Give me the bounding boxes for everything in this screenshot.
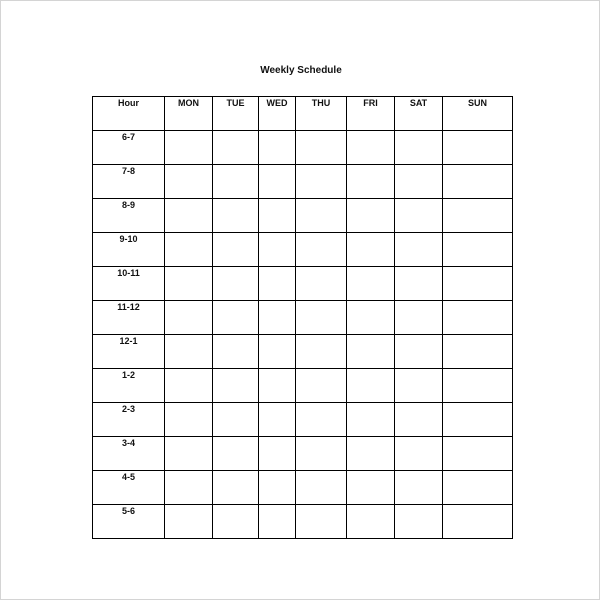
schedule-cell-wed [259, 403, 296, 437]
schedule-cell-sat [395, 403, 443, 437]
hour-label: 7-8 [93, 165, 165, 199]
schedule-cell-thu [296, 403, 347, 437]
schedule-cell-tue [213, 369, 259, 403]
schedule-cell-sun [443, 131, 513, 165]
schedule-cell-sun [443, 233, 513, 267]
day-header-mon: MON [165, 97, 213, 131]
schedule-cell-mon [165, 199, 213, 233]
schedule-cell-fri [347, 335, 395, 369]
schedule-cell-sat [395, 301, 443, 335]
schedule-cell-mon [165, 335, 213, 369]
schedule-cell-sun [443, 505, 513, 539]
schedule-cell-fri [347, 267, 395, 301]
schedule-cell-sat [395, 267, 443, 301]
schedule-cell-mon [165, 301, 213, 335]
schedule-cell-tue [213, 403, 259, 437]
hour-label: 1-2 [93, 369, 165, 403]
schedule-cell-sat [395, 505, 443, 539]
hour-label: 10-11 [93, 267, 165, 301]
table-row [93, 165, 513, 199]
schedule-cell-wed [259, 369, 296, 403]
schedule-cell-fri [347, 471, 395, 505]
schedule-cell-sun [443, 267, 513, 301]
schedule-cell-fri [347, 369, 395, 403]
schedule-cell-mon [165, 165, 213, 199]
schedule-cell-sun [443, 335, 513, 369]
schedule-cell-thu [296, 233, 347, 267]
schedule-cell-mon [165, 267, 213, 301]
schedule-cell-wed [259, 335, 296, 369]
schedule-cell-mon [165, 403, 213, 437]
schedule-cell-thu [296, 335, 347, 369]
schedule-cell-sat [395, 369, 443, 403]
schedule-cell-sun [443, 471, 513, 505]
hour-column-header: Hour [93, 97, 165, 131]
schedule-cell-mon [165, 369, 213, 403]
schedule-table [92, 96, 513, 539]
schedule-cell-fri [347, 233, 395, 267]
table-row [93, 437, 513, 471]
day-header-sat: SAT [395, 97, 443, 131]
schedule-cell-sat [395, 437, 443, 471]
schedule-cell-tue [213, 505, 259, 539]
schedule-cell-mon [165, 437, 213, 471]
schedule-cell-tue [213, 335, 259, 369]
schedule-cell-thu [296, 267, 347, 301]
day-header-sun: SUN [443, 97, 513, 131]
header-row [93, 97, 513, 131]
schedule-cell-fri [347, 437, 395, 471]
hour-label: 9-10 [93, 233, 165, 267]
schedule-cell-thu [296, 199, 347, 233]
schedule-cell-sun [443, 403, 513, 437]
day-header-wed: WED [259, 97, 296, 131]
schedule-cell-wed [259, 301, 296, 335]
schedule-cell-thu [296, 369, 347, 403]
schedule-cell-wed [259, 165, 296, 199]
page-title: Weekly Schedule [260, 65, 342, 76]
schedule-cell-sat [395, 233, 443, 267]
schedule-cell-sun [443, 301, 513, 335]
day-header-fri: FRI [347, 97, 395, 131]
hour-label: 5-6 [93, 505, 165, 539]
schedule-cell-sat [395, 199, 443, 233]
schedule-cell-thu [296, 131, 347, 165]
hour-label: 3-4 [93, 437, 165, 471]
schedule-cell-tue [213, 267, 259, 301]
schedule-cell-sun [443, 199, 513, 233]
schedule-cell-fri [347, 505, 395, 539]
schedule-body [93, 131, 513, 539]
table-row [93, 301, 513, 335]
table-row [93, 335, 513, 369]
schedule-cell-sat [395, 335, 443, 369]
schedule-cell-sun [443, 165, 513, 199]
schedule-cell-wed [259, 199, 296, 233]
hour-label: 6-7 [93, 131, 165, 165]
schedule-cell-fri [347, 403, 395, 437]
hour-label: 8-9 [93, 199, 165, 233]
hour-label: 4-5 [93, 471, 165, 505]
schedule-cell-tue [213, 199, 259, 233]
schedule-cell-sat [395, 131, 443, 165]
table-row [93, 233, 513, 267]
schedule-cell-sun [443, 369, 513, 403]
schedule-cell-sun [443, 437, 513, 471]
schedule-cell-wed [259, 131, 296, 165]
schedule-cell-sat [395, 165, 443, 199]
schedule-cell-tue [213, 471, 259, 505]
schedule-cell-thu [296, 165, 347, 199]
schedule-cell-tue [213, 437, 259, 471]
hour-label: 12-1 [93, 335, 165, 369]
hour-label: 11-12 [93, 301, 165, 335]
schedule-cell-thu [296, 301, 347, 335]
schedule-cell-fri [347, 131, 395, 165]
schedule-cell-wed [259, 505, 296, 539]
schedule-cell-tue [213, 233, 259, 267]
hour-label: 2-3 [93, 403, 165, 437]
schedule-cell-wed [259, 437, 296, 471]
schedule-cell-fri [347, 199, 395, 233]
schedule-cell-thu [296, 505, 347, 539]
day-header-tue: TUE [213, 97, 259, 131]
table-row [93, 369, 513, 403]
schedule-cell-mon [165, 233, 213, 267]
schedule-cell-fri [347, 301, 395, 335]
table-row [93, 505, 513, 539]
schedule-cell-mon [165, 131, 213, 165]
table-row [93, 471, 513, 505]
schedule-cell-tue [213, 301, 259, 335]
table-row [93, 403, 513, 437]
table-row [93, 199, 513, 233]
table-row [93, 267, 513, 301]
schedule-cell-thu [296, 471, 347, 505]
schedule-cell-wed [259, 471, 296, 505]
schedule-cell-fri [347, 165, 395, 199]
day-header-thu: THU [296, 97, 347, 131]
schedule-cell-mon [165, 505, 213, 539]
schedule-cell-tue [213, 131, 259, 165]
schedule-cell-wed [259, 233, 296, 267]
schedule-cell-mon [165, 471, 213, 505]
schedule-cell-wed [259, 267, 296, 301]
schedule-cell-tue [213, 165, 259, 199]
schedule-cell-sat [395, 471, 443, 505]
schedule-cell-thu [296, 437, 347, 471]
table-row [93, 131, 513, 165]
